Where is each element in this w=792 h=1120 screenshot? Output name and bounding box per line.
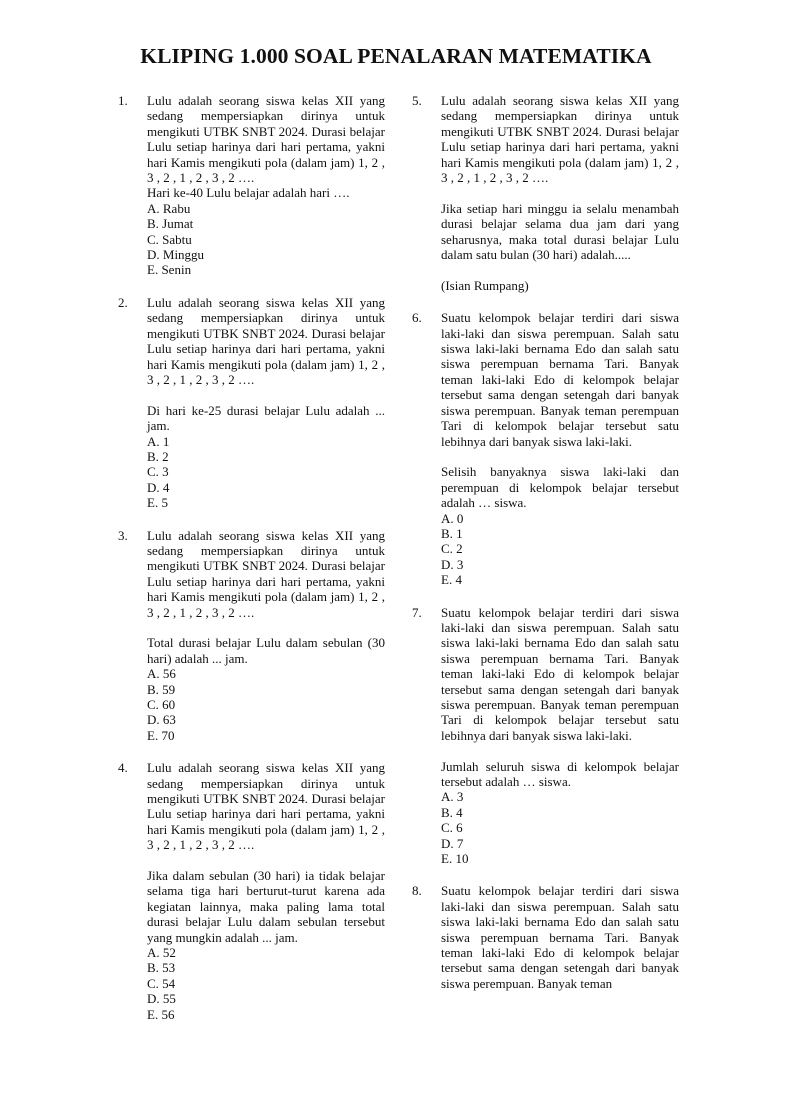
question-text: Jika setiap hari minggu ia selalu menambah durasi belajar selama dua jam dari yang seharusnya, maka total durasi belajar Lulu dalam satu bulan (30 hari) adalah..... bbox=[441, 200, 679, 263]
option-d[interactable]: D. Minggu bbox=[147, 247, 205, 263]
options-list bbox=[441, 511, 679, 588]
question-number: 5. bbox=[412, 93, 422, 108]
question-5 bbox=[396, 93, 679, 293]
question-stem: Suatu kelompok belajar terdiri dari siswa laki-laki dan siswa perempuan. Salah satu siswa laki-laki bernama Edo dan salah satu siswa perempuan bernama Tari. Banyak teman laki-laki Edo di kelompok belajar tersebut sama dengan setengah dari banyak siswa perempuan. Banyak teman bbox=[441, 883, 679, 991]
option-d[interactable]: D. 4 bbox=[147, 479, 170, 495]
question-3 bbox=[102, 528, 385, 744]
option-c[interactable]: C. 60 bbox=[147, 697, 176, 712]
option-a[interactable]: A. 1 bbox=[147, 433, 170, 449]
question-number: 2. bbox=[118, 294, 128, 310]
option-c[interactable]: C. 2 bbox=[441, 541, 463, 557]
option-b[interactable]: B. 2 bbox=[147, 448, 169, 464]
question-number: 1. bbox=[118, 93, 128, 108]
option-e[interactable]: E. Senin bbox=[147, 262, 192, 278]
option-a[interactable]: A. 56 bbox=[147, 666, 176, 682]
left-column bbox=[102, 93, 385, 1039]
option-c[interactable]: C. Sabtu bbox=[147, 231, 192, 247]
question-stem: Lulu adalah seorang siswa kelas XII yang sedang mempersiapkan dirinya untuk mengikuti UTBK SNBT 2024. Durasi belajar Lulu setiap harinya dari hari pertama, yakni hari Kamis mengikuti pola (dalam jam) 1, 2 , 3 , 2 , 1 , 2 , 3 , 2 …. bbox=[147, 294, 385, 387]
option-e[interactable]: E. 5 bbox=[147, 495, 168, 511]
option-a[interactable]: A. 0 bbox=[441, 510, 464, 526]
option-d[interactable]: D. 63 bbox=[147, 712, 176, 728]
option-b[interactable]: B. Jumat bbox=[147, 216, 194, 232]
option-b[interactable]: B. 53 bbox=[147, 960, 176, 976]
option-e[interactable]: E. 70 bbox=[147, 727, 175, 743]
option-b[interactable]: B. 4 bbox=[441, 804, 463, 820]
option-c[interactable]: C. 54 bbox=[147, 975, 176, 991]
question-stem: Lulu adalah seorang siswa kelas XII yang sedang mempersiapkan dirinya untuk mengikuti UTBK SNBT 2024. Durasi belajar Lulu setiap harinya dari hari pertama, yakni hari Kamis mengikuti pola (dalam jam) 1, 2 , 3 , 2 , 1 , 2 , 3 , 2 …. bbox=[147, 527, 385, 620]
option-a[interactable]: A. 3 bbox=[441, 789, 464, 805]
option-e[interactable]: E. 10 bbox=[441, 851, 469, 867]
question-text: Jumlah seluruh siswa di kelompok belajar tersebut adalah … siswa. bbox=[441, 758, 679, 789]
option-c[interactable]: C. 6 bbox=[441, 820, 463, 836]
question-stem: Lulu adalah seorang siswa kelas XII yang sedang mempersiapkan dirinya untuk mengikuti UTBK SNBT 2024. Durasi belajar Lulu setiap harinya dari hari pertama, yakni hari Kamis mengikuti pola (dalam jam) 1, 2 , 3 , 2 , 1 , 2 , 3 , 2 …. bbox=[147, 760, 385, 853]
question-stem: Lulu adalah seorang siswa kelas XII yang sedang mempersiapkan dirinya untuk mengikuti UTBK SNBT 2024. Durasi belajar Lulu setiap harinya dari hari pertama, yakni hari Kamis mengikuti pola (dalam jam) 1, 2 , 3 , 2 , 1 , 2 , 3 , 2 …. bbox=[441, 93, 679, 186]
options-list bbox=[147, 434, 385, 511]
question-text: Selisih banyaknya siswa laki-laki dan perempuan di kelompok belajar tersebut adalah … siswa. bbox=[441, 464, 679, 511]
question-4 bbox=[102, 760, 385, 1022]
question-1 bbox=[102, 93, 385, 278]
option-b[interactable]: B. 59 bbox=[147, 681, 176, 697]
question-text: Hari ke-40 Lulu belajar adalah hari …. bbox=[147, 185, 350, 201]
option-d[interactable]: D. 55 bbox=[147, 991, 176, 1007]
question-number: 3. bbox=[118, 527, 128, 543]
question-number: 6. bbox=[412, 310, 422, 326]
question-stem: Suatu kelompok belajar terdiri dari siswa laki-laki dan siswa perempuan. Salah satu siswa laki-laki bernama Edo dan salah satu siswa perempuan bernama Tari. Banyak teman laki-laki Edo di kelompok belajar tersebut sama dengan setengah dari banyak siswa perempuan. Banyak teman perempuan Tari di kelompok belajar tersebut satu lebihnya dari banyak siswa laki-laki. bbox=[441, 604, 679, 743]
options-list bbox=[147, 666, 385, 743]
option-e[interactable]: E. 56 bbox=[147, 1006, 175, 1022]
options-list bbox=[441, 789, 679, 866]
option-b[interactable]: B. 1 bbox=[441, 525, 463, 541]
question-text: Jika dalam sebulan (30 hari) ia tidak belajar selama tiga hari berturut-turut karena ada kegiatan lainnya, maka paling lama total durasi belajar Lulu dalam sebulan tersebut yang mungkin adalah ... jam. bbox=[147, 868, 385, 945]
option-e[interactable]: E. 4 bbox=[441, 572, 462, 588]
options-list bbox=[147, 201, 385, 278]
question-7 bbox=[396, 605, 679, 867]
page-title: KLIPING 1.000 SOAL PENALARAN MATEMATIKA bbox=[140, 44, 652, 68]
question-stem: Suatu kelompok belajar terdiri dari siswa laki-laki dan siswa perempuan. Salah satu siswa laki-laki bernama Edo dan salah satu siswa perempuan bernama Tari. Banyak teman laki-laki Edo di kelompok belajar tersebut sama dengan setengah dari banyak siswa perempuan. Banyak teman perempuan Tari di kelompok belajar tersebut satu lebihnya dari banyak siswa laki-laki. bbox=[441, 310, 679, 449]
options-list bbox=[147, 945, 385, 1022]
question-number: 4. bbox=[118, 760, 128, 776]
question-8 bbox=[396, 883, 679, 991]
option-a[interactable]: A. 52 bbox=[147, 945, 176, 961]
question-6 bbox=[396, 310, 679, 587]
question-number: 8. bbox=[412, 883, 422, 899]
option-c[interactable]: C. 3 bbox=[147, 464, 169, 480]
option-d[interactable]: D. 3 bbox=[441, 556, 464, 572]
question-2 bbox=[102, 295, 385, 511]
question-text: Total durasi belajar Lulu dalam sebulan (30 hari) adalah ... jam. bbox=[147, 635, 385, 666]
question-number: 7. bbox=[412, 604, 422, 620]
answer-type-note: (Isian Rumpang) bbox=[441, 277, 529, 293]
option-d[interactable]: D. 7 bbox=[441, 835, 464, 851]
option-a[interactable]: A. Rabu bbox=[147, 200, 191, 216]
question-text: Di hari ke-25 durasi belajar Lulu adalah ... jam. bbox=[147, 402, 385, 434]
question-stem: Lulu adalah seorang siswa kelas XII yang sedang mempersiapkan dirinya untuk mengikuti UTBK SNBT 2024. Durasi belajar Lulu setiap harinya dari hari pertama, yakni hari Kamis mengikuti pola (dalam jam) 1, 2 , 3 , 2 , 1 , 2 , 3 , 2 …. bbox=[147, 93, 385, 186]
right-column bbox=[396, 93, 679, 1008]
